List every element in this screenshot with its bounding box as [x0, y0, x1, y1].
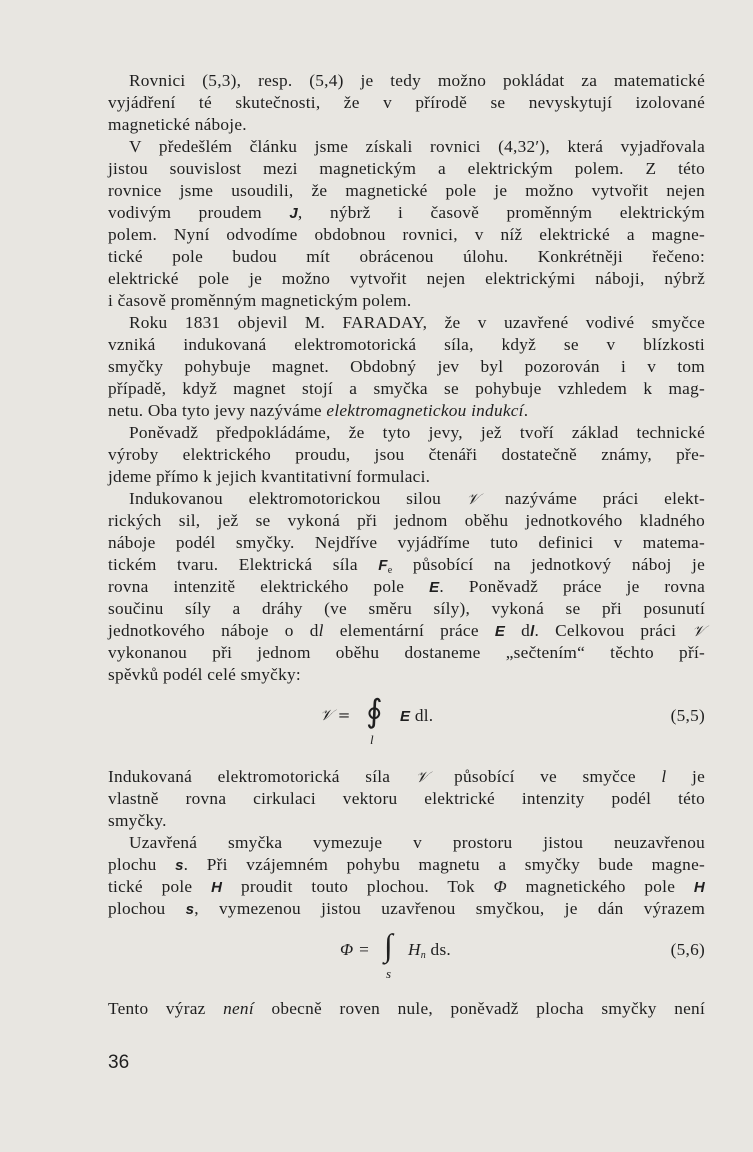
text-block	[108, 998, 705, 1020]
equation-number: (5,5)	[670, 706, 705, 725]
text-line: plochu s. Při vzájemném pohybu magnetu a smyčky bude magne-	[108, 855, 706, 874]
equation-5-5	[108, 694, 705, 752]
bold-symbol: l	[530, 623, 535, 640]
subscript: e	[387, 565, 393, 576]
text-line: polem. Nyní odvodíme obdobnou rovnici, v níž elektrické a magne-	[108, 225, 705, 244]
text-line: spěvků podél celé smyčky:	[108, 665, 301, 684]
text-line: vyjádření té skutečnosti, že v přírodě se nevyskytují izolované	[108, 93, 705, 112]
bold-symbol: H	[211, 879, 223, 896]
equation-5-6	[108, 928, 705, 986]
text-line: Uzavřená smyčka vymezuje v prostoru jistou neuzavřenou	[129, 833, 705, 852]
text-line: rovnice jsme usoudili, že magnetické pole je možno vytvořit nejen	[108, 181, 705, 200]
text-line: tické pole budou mít obrácenou úlohu. Konkrétněji řečeno:	[108, 247, 705, 266]
equation-lhs: Φ =	[340, 940, 370, 959]
integral-sign: ∫	[384, 927, 394, 963]
bold-symbol: E	[494, 623, 506, 640]
equation-number: (5,6)	[670, 940, 705, 959]
text-line: případě, když magnet stojí a smyčka se pohybuje vzhledem k mag-	[108, 379, 705, 398]
page-number: 36	[108, 1052, 130, 1073]
text-line: netu. Oba tyto jevy nazýváme elektromagnetickou indukcí.	[108, 401, 529, 420]
bold-symbol: s	[175, 857, 184, 874]
text-line: součinu síly a dráhy (ve směru síly), vykoná se při posunutí	[108, 599, 705, 618]
text-line: náboje podél smyčky. Nejdříve vyjádříme tuto definici v matema-	[108, 533, 705, 552]
vector-e: E	[400, 708, 411, 725]
emf-symbol: 𝒱	[466, 490, 480, 508]
contour-integral-sign: ∮	[366, 693, 383, 729]
emf-symbol: 𝒱	[692, 622, 706, 640]
bold-symbol: H	[693, 879, 705, 896]
text-line: výroby elektrického proudu, jsou čtenáři dostatečně známy, pře-	[108, 445, 705, 464]
paragraph	[108, 70, 705, 136]
paragraph	[108, 998, 705, 1020]
text-line: magnetické náboje.	[108, 115, 247, 134]
text-line: jistou souvislost mezi magnetickým a elektrickým polem. Z této	[108, 159, 705, 178]
differential: dl.	[410, 706, 434, 725]
text-line: Indukovanou elektromotorickou silou 𝒱 nazýváme práci elekt-	[129, 489, 705, 508]
italic-text: elektromagnetickou indukcí	[326, 401, 524, 420]
paragraph	[108, 832, 705, 920]
text-line: Poněvadž předpokládáme, že tyto jevy, jež tvoří základ technické	[129, 423, 705, 442]
h-symbol: H	[408, 940, 421, 959]
paragraph	[108, 136, 705, 312]
text-line: vzniká indukovaná elektromotorická síla, když se v blízkosti	[108, 335, 705, 354]
text-line: i časově proměnným magnetickým polem.	[108, 291, 412, 310]
italic-text: l	[318, 621, 324, 640]
text-block	[108, 766, 705, 920]
bold-symbol: F	[378, 557, 388, 574]
text-line: rických sil, jež se vykoná při jednom oběhu jednotkového kladného	[108, 511, 705, 530]
subscript: n	[420, 950, 426, 961]
paragraph	[108, 488, 705, 686]
text-line: tické pole H proudit touto plochou. Tok Φ magnetického pole H	[108, 877, 705, 896]
italic-text: není	[223, 999, 254, 1018]
text-line: Tento výraz není obecně roven nule, poněvadž plocha smyčky není	[108, 999, 706, 1018]
emf-symbol: 𝒱	[415, 768, 429, 786]
text-line: vykonanou při jednom oběhu dostaneme „sečtením“ těchto pří-	[108, 643, 705, 662]
bold-symbol: J	[289, 205, 298, 222]
paragraph	[108, 312, 705, 422]
italic-text: Φ	[493, 877, 507, 896]
text-line: Indukovaná elektromotorická síla 𝒱 působící ve smyčce l je	[108, 767, 705, 786]
equation-lhs: 𝒱 =	[320, 706, 351, 724]
text-line: vlastně rovna cirkulaci vektoru elektrické intenzity podél této	[108, 789, 705, 808]
equation-integrand	[400, 706, 433, 726]
italic-text: l	[661, 767, 667, 786]
text-line: V předešlém článku jsme získali rovnici (4,32′), která vyjadřovala	[129, 137, 705, 156]
text-line: smyčky.	[108, 811, 167, 830]
text-line: plochou s, vymezenou jistou uzavřenou smyčkou, je dán výrazem	[108, 899, 706, 918]
integral-limit: s	[386, 966, 392, 981]
text-block	[108, 70, 705, 686]
text-line: jdeme přímo k jejich kvantitativní formulaci.	[108, 467, 431, 486]
paragraph	[108, 422, 705, 488]
text-line: rovna intenzitě elektrického pole E. Poněvadž práce je rovna	[108, 577, 705, 596]
text-line: smyčky pohybuje magnet. Obdobný jev byl pozorován i v tom	[108, 357, 705, 376]
text-line: tickém tvaru. Elektrická síla $F_e$ působící na jednotkový náboj je	[108, 555, 705, 576]
text-line: Roku 1831 objevil M. FARADAY, že v uzavřené vodivé smyčce	[129, 313, 705, 332]
integral-limit: l	[370, 732, 374, 747]
text-line: Rovnici (5,3), resp. (5,4) je tedy možno pokládat za matematické	[129, 71, 705, 90]
equation-integrand	[408, 940, 451, 961]
paragraph	[108, 766, 705, 832]
text-line: jednotkového náboje o dl elementární práce E dl. Celkovou práci 𝒱	[108, 621, 706, 640]
text-line: vodivým proudem J, nýbrž i časově proměnným elektrickým	[108, 203, 705, 222]
bold-symbol: E	[429, 579, 440, 596]
differential: ds.	[425, 940, 451, 959]
text-line: elektrické pole je možno vytvořit nejen elektrickými náboji, nýbrž	[108, 269, 705, 288]
bold-symbol: s	[185, 901, 195, 918]
page-body	[108, 70, 705, 1020]
